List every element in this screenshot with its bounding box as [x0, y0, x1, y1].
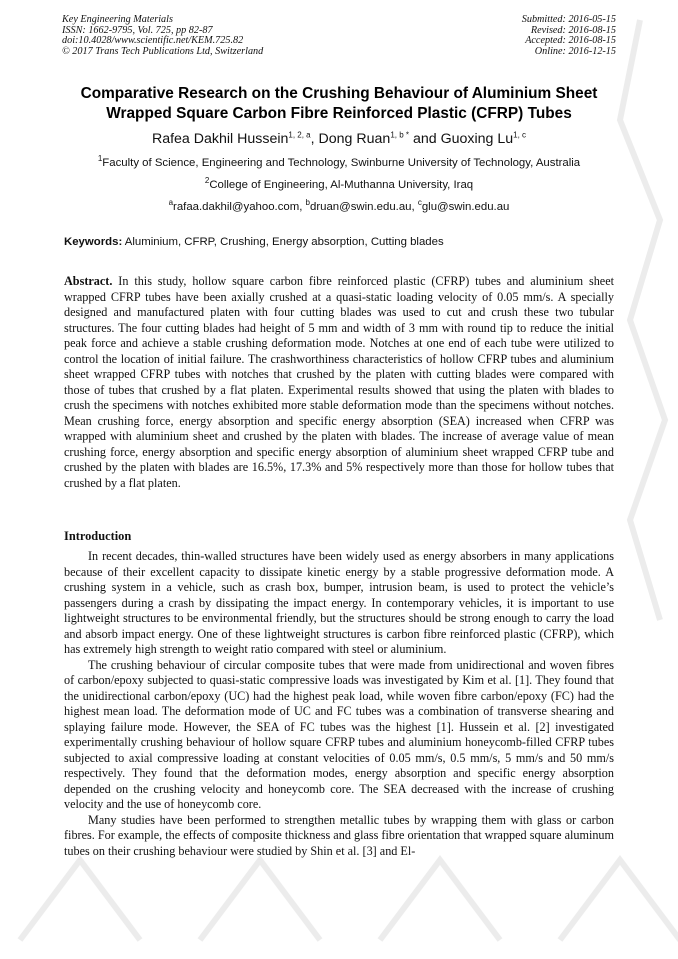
- email-marker: c: [417, 198, 422, 208]
- email-marker: a: [168, 198, 174, 208]
- publication-dates: [522, 15, 616, 57]
- abstract-text: In this study, hollow square carbon fibre reinforced plastic (CFRP) tubes and aluminium sheet wrapped CFRP tubes have been axially crushed at a quasi-static loading velocity of 0.05 mm/s. A specially designed and manufactured platen with four cutting blades was used to cut and crush these two tubular structures. The four cutting blades had height of 5 mm and width of 3 mm with round tip to reduce the initial peak force and achieve a stable crushing deformation mode. Notches at one end of each tube were utilized to control the location of initial failure. The crashworthiness characteristics of hollow CFRP tubes and aluminium sheet wrapped CFRP tubes with notches that crushed by the platen with cutting blades were compared with those of tubes that crushed by a flat platen. Experimental results showed that using the platen with blades to crush the specimens with notches exhibited more stable deformation mode than the specimens without notches. Mean crushing force, energy absorption and specific energy absorption (SEA) increased when CFRP was wrapped with aluminium sheet and crushed by the platen with blades. The increase of average value of mean crushing force, energy absorption and specific energy absorption of aluminium sheet wrapped CFRP tube and crushed by the platen with blades are 16.5%, 17.3% and 5% respectively more than those for hollow tubes that crushed by a flat platen.: [64, 274, 614, 490]
- author-emails: [40, 198, 638, 213]
- author-name: Dong Ruan: [318, 131, 391, 147]
- introduction-heading: Introduction: [64, 529, 132, 543]
- author-separator: ,: [310, 131, 319, 147]
- paragraph: Many studies have been performed to strengthen metallic tubes by wrapping them with glass or carbon fibres. For example, the effects of composite thickness and glass fibre orientation that wrapped square aluminum tubes on their crushing behaviour were studied by Shin et al. [3] and El-: [64, 812, 614, 858]
- affiliation-text: College of Engineering, Al-Muthanna University, Iraq: [209, 179, 474, 191]
- submitted-date: Submitted: 2016-05-15: [521, 14, 616, 25]
- author-separator: and: [409, 131, 441, 147]
- copyright-line: © 2017 Trans Tech Publications Ltd, Switzerland: [62, 45, 264, 57]
- author-affiliation-marker: 1, c: [513, 130, 527, 140]
- paragraph: The crushing behaviour of circular composite tubes that were made from unidirectional and woven fibres of carbon/epoxy subjected to quasi-static compressive loads was investigated by Kim et al. [1]. They found that the unidirectional carbon/epoxy (UC) had the highest peak load, while woven fibre carbon/epoxy (FC) had the highest mean load. The deformation mode of UC and FC tubes was a combination of transverse shearing and splaying failure mode. However, the SEA of FC tubes was the highest [1]. Hussein et al. [2] investigated experimentally crushing behaviour of hollow square CFRP tubes and aluminium honeycomb-filled CFRP tubes subjected to axial compressive loading at constant velocities of 0.05 mm/s, 0.5 mm/s, 5 mm/s and 50 mm/s respectively. They found that the deformation modes, energy absorption and specific energy absorption depended on the crushing velocity and honeycomb core. The SEA decreased with the increase of crushing velocity and the use of honeycomb core.: [64, 657, 614, 811]
- affiliation-text: Faculty of Science, Engineering and Technology, Swinburne University of Technology, Australia: [102, 157, 581, 169]
- abstract-label: Abstract.: [64, 274, 113, 288]
- email-link[interactable]: rafaa.dakhil@yahoo.com,: [173, 201, 306, 213]
- author-affiliation-marker: 1, b *: [390, 130, 409, 140]
- affiliation-marker: 1: [97, 154, 103, 164]
- author-name: Rafea Dakhil Hussein: [151, 131, 289, 147]
- affiliation-marker: 2: [204, 176, 210, 186]
- keywords-label: Keywords:: [64, 236, 123, 248]
- introduction-body: [64, 549, 614, 859]
- journal-info: [62, 15, 263, 57]
- author-affiliation-marker: 1, 2, a: [288, 130, 311, 140]
- author-list: [40, 131, 638, 147]
- doi-line[interactable]: doi:10.4028/www.scientific.net/KEM.725.82: [62, 35, 244, 46]
- online-date: Online: 2016-12-15: [534, 45, 616, 57]
- email-link[interactable]: glu@swin.edu.au: [421, 201, 510, 213]
- keywords-text: Aluminium, CFRP, Crushing, Energy absorption, Cutting blades: [122, 236, 444, 248]
- email-link[interactable]: druan@swin.edu.au,: [310, 201, 418, 213]
- abstract: [64, 274, 614, 491]
- revised-date: Revised: 2016-08-15: [530, 24, 616, 36]
- affiliation-1: [40, 154, 638, 169]
- affiliation-2: [40, 176, 638, 191]
- email-marker: b: [305, 198, 310, 208]
- accepted-date: Accepted: 2016-08-15: [525, 35, 616, 46]
- paper-title: Comparative Research on the Crushing Behaviour of Aluminium Sheet Wrapped Square Carbon Fibre Reinforced Plastic (CFRP) Tubes: [80, 85, 598, 122]
- paragraph: In recent decades, thin-walled structures have been widely used as energy absorbers in many applications because of their excellent capacity to dissipate kinetic energy by a stable progressive deformation mode. A crushing system in a vehicle, such as crash box, bumper, intrusion beam, is used to protect the vehicle’s passengers during a crash by dissipating the impact energy. In contemporary vehicles, it is important to use lightweight structures to be environmental friendly, but the structures should be strong enough to carry the load and absorb impact energy. One of these lightweight structures is carbon fibre reinforced plastic (CFRP), which has extremely high strength to weight ratio compared with steel or aluminium.: [64, 549, 614, 656]
- journal-name: Key Engineering Materials: [62, 14, 173, 25]
- keywords: [64, 236, 614, 248]
- issn-line: ISSN: 1662-9795, Vol. 725, pp 82-87: [62, 24, 213, 36]
- author-name: Guoxing Lu: [440, 131, 514, 147]
